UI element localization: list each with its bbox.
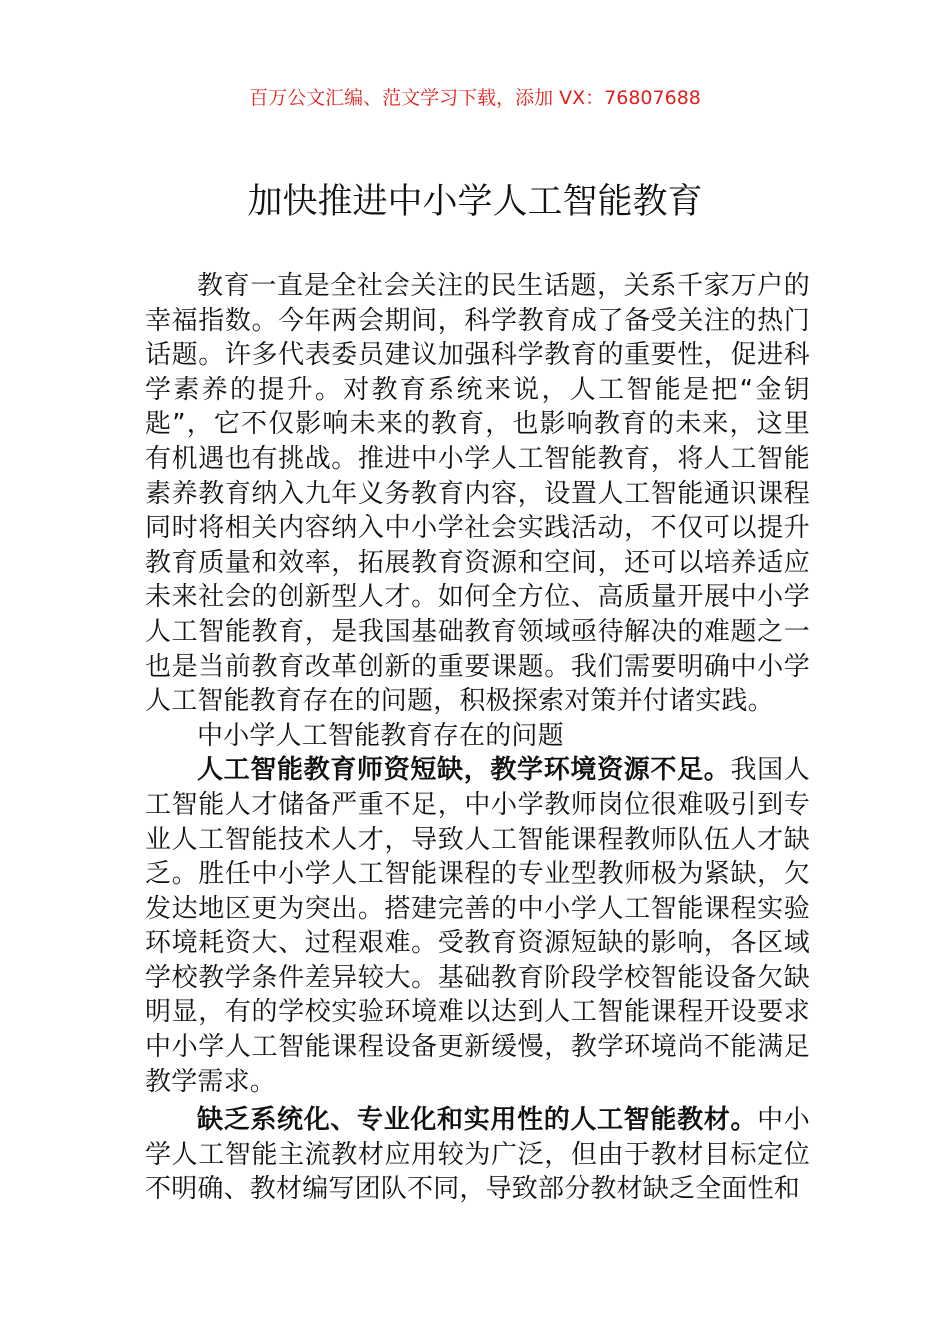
section-heading: 中小学人工智能教育存在的问题 [197,720,564,751]
paragraph-text: 中小学人工智能主流教材应用较为广泛，但由于教材目标定位不明确、教材编写团队不同，导致部分教材缺乏全面性和 [145,1105,810,1205]
promo-banner: 百万公文汇编、范文学习下载，添加 VX：76807688 [249,87,701,109]
paragraph-textbooks [145,1103,810,1207]
article-body [145,269,810,1207]
paragraph-text: 我国人工智能人才储备严重不足，中小学教师岗位很难吸引到专业人工智能技术人才，导致人工智能课程教师队伍人才缺乏。胜任中小学人工智能课程的专业型教师极为紧缺，欠发达地区更为突出。搭建完善的中小学人工智能课程实验环境耗资大、过程艰难。受教育资源短缺的影响，各区域学校教学条件差异较大。基础教育阶段学校智能设备欠缺明显，有的学校实验环境难以达到人工智能课程开设要求中小学人工智能课程设备更新缓慢，教学环境尚不能满足教学需求。 [145,755,810,1097]
paragraph-intro: 教育一直是全社会关注的民生话题，关系千家万户的幸福指数。今年两会期间，科学教育成了备受关注的热门话题。许多代表委员建议加强科学教育的重要性，促进科学素养的提升。对教育系统来说，人工智能是把“金钥匙”，它不仅影响未来的教育，也影响教育的未来，这里有机遇也有挑战。推进中小学人工智能教育，将人工智能素养教育纳入九年义务教育内容，设置人工智能通识课程同时将相关内容纳入中小学社会实践活动，不仅可以提升教育质量和效率，拓展教育资源和空间，还可以培养适应未来社会的创新型人才。如何全方位、高质量开展中小学人工智能教育，是我国基础教育领域亟待解决的难题之一也是当前教育改革创新的重要课题。我们需要明确中小学人工智能教育存在的问题，积极探索对策并付诸实践。 [145,271,810,717]
paragraph-lead: 人工智能教育师资短缺，教学环境资源不足。 [197,755,731,786]
paragraph-teachers [145,753,810,1099]
paragraph-lead: 缺乏系统化、专业化和实用性的人工智能教材。 [197,1105,758,1136]
page-title: 加快推进中小学人工智能教育 [247,182,703,222]
